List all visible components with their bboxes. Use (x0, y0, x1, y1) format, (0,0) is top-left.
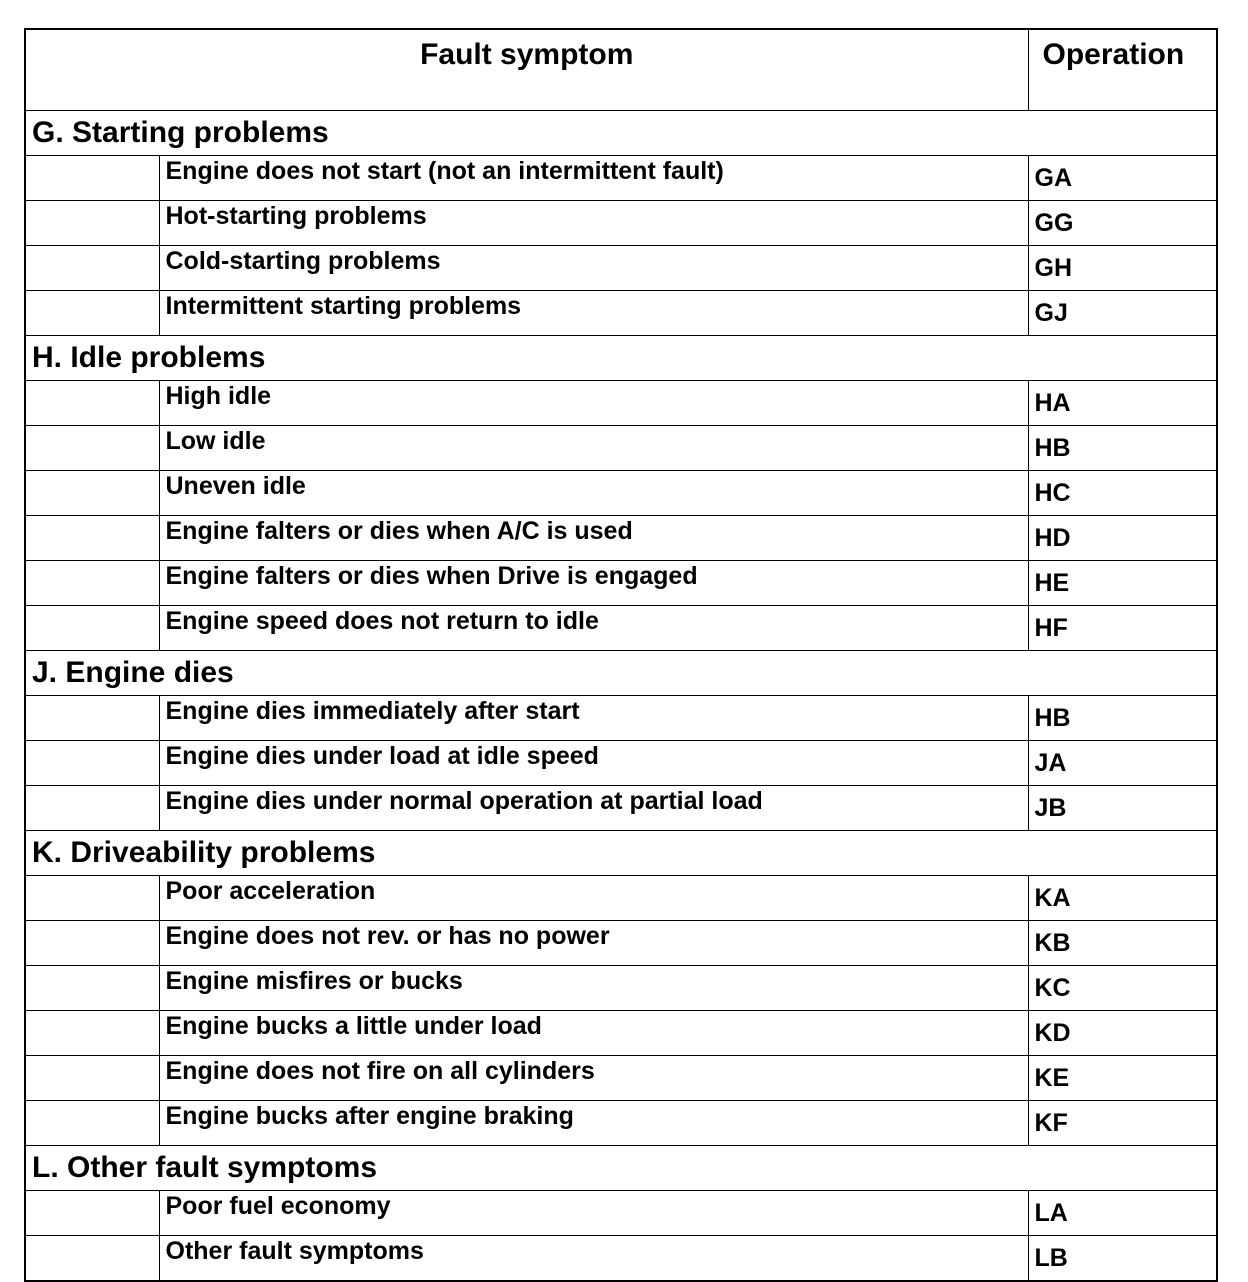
symptom-cell: Engine does not rev. or has no power (159, 920, 1028, 965)
table-row (26, 785, 1216, 830)
indent-cell (26, 425, 159, 470)
indent-cell (26, 155, 159, 200)
operation-code-cell: HA (1028, 380, 1216, 425)
symptom-cell: Engine bucks a little under load (159, 1010, 1028, 1055)
indent-cell (26, 1100, 159, 1145)
indent-cell (26, 380, 159, 425)
symptom-cell: High idle (159, 380, 1028, 425)
symptom-cell: Engine does not start (not an intermittent fault) (159, 155, 1028, 200)
operation-code-cell: KA (1028, 875, 1216, 920)
symptom-cell: Engine speed does not return to idle (159, 605, 1028, 650)
table-row (26, 1235, 1216, 1280)
indent-cell (26, 965, 159, 1010)
operation-code-cell: KE (1028, 1055, 1216, 1100)
table-row (26, 425, 1216, 470)
operation-code-cell: HB (1028, 695, 1216, 740)
indent-cell (26, 200, 159, 245)
table-row (26, 515, 1216, 560)
indent-cell (26, 605, 159, 650)
operation-code-cell: JA (1028, 740, 1216, 785)
operation-code-cell: GG (1028, 200, 1216, 245)
operation-code-cell: HB (1028, 425, 1216, 470)
symptom-cell: Engine dies immediately after start (159, 695, 1028, 740)
indent-cell (26, 1010, 159, 1055)
operation-code-cell: GJ (1028, 290, 1216, 335)
symptom-cell: Engine falters or dies when A/C is used (159, 515, 1028, 560)
operation-code-cell: JB (1028, 785, 1216, 830)
fault-symptom-header: Fault symptom (26, 30, 1028, 110)
table-row (26, 740, 1216, 785)
indent-cell (26, 1190, 159, 1235)
symptom-cell: Engine bucks after engine braking (159, 1100, 1028, 1145)
indent-cell (26, 560, 159, 605)
symptom-cell: Intermittent starting problems (159, 290, 1028, 335)
table-row (26, 605, 1216, 650)
indent-cell (26, 875, 159, 920)
symptom-cell: Cold-starting problems (159, 245, 1028, 290)
operation-code-cell: LA (1028, 1190, 1216, 1235)
table-row (26, 1010, 1216, 1055)
header-row (26, 30, 1216, 110)
symptom-cell: Engine falters or dies when Drive is engaged (159, 560, 1028, 605)
indent-cell (26, 515, 159, 560)
table-row (26, 380, 1216, 425)
table (26, 30, 1216, 1280)
table-row (26, 1055, 1216, 1100)
operation-code-cell: HF (1028, 605, 1216, 650)
table-row (26, 245, 1216, 290)
symptom-cell: Uneven idle (159, 470, 1028, 515)
table-row (26, 560, 1216, 605)
symptom-cell: Low idle (159, 425, 1028, 470)
symptom-cell: Engine dies under load at idle speed (159, 740, 1028, 785)
indent-cell (26, 695, 159, 740)
table-row (26, 155, 1216, 200)
indent-cell (26, 1235, 159, 1280)
operation-header: Operation (1028, 30, 1216, 110)
table-row (26, 1100, 1216, 1145)
operation-code-cell: HC (1028, 470, 1216, 515)
operation-code-cell: HD (1028, 515, 1216, 560)
operation-code-cell: KC (1028, 965, 1216, 1010)
symptom-cell: Engine dies under normal operation at partial load (159, 785, 1028, 830)
indent-cell (26, 470, 159, 515)
symptom-cell: Poor fuel economy (159, 1190, 1028, 1235)
section-row (26, 110, 1216, 155)
operation-code-cell: GA (1028, 155, 1216, 200)
table-row (26, 200, 1216, 245)
section-title: G. Starting problems (26, 110, 1216, 155)
table-row (26, 965, 1216, 1010)
table-row (26, 695, 1216, 740)
indent-cell (26, 785, 159, 830)
table-row (26, 1190, 1216, 1235)
indent-cell (26, 740, 159, 785)
operation-code-cell: GH (1028, 245, 1216, 290)
section-title: K. Driveability problems (26, 830, 1216, 875)
operation-code-cell: KF (1028, 1100, 1216, 1145)
indent-cell (26, 245, 159, 290)
symptom-cell: Other fault symptoms (159, 1235, 1028, 1280)
table-row (26, 920, 1216, 965)
table-row (26, 875, 1216, 920)
indent-cell (26, 1055, 159, 1100)
operation-code-cell: KB (1028, 920, 1216, 965)
section-row (26, 1145, 1216, 1190)
operation-code-cell: LB (1028, 1235, 1216, 1280)
section-title: J. Engine dies (26, 650, 1216, 695)
table-row (26, 290, 1216, 335)
symptom-cell: Engine misfires or bucks (159, 965, 1028, 1010)
table-row (26, 470, 1216, 515)
symptom-cell: Hot-starting problems (159, 200, 1028, 245)
fault-symptom-table (24, 28, 1218, 1282)
symptom-cell: Engine does not fire on all cylinders (159, 1055, 1028, 1100)
section-title: H. Idle problems (26, 335, 1216, 380)
section-row (26, 335, 1216, 380)
section-title: L. Other fault symptoms (26, 1145, 1216, 1190)
section-row (26, 650, 1216, 695)
indent-cell (26, 920, 159, 965)
operation-code-cell: KD (1028, 1010, 1216, 1055)
symptom-cell: Poor acceleration (159, 875, 1028, 920)
operation-code-cell: HE (1028, 560, 1216, 605)
indent-cell (26, 290, 159, 335)
section-row (26, 830, 1216, 875)
table-body (26, 110, 1216, 1280)
